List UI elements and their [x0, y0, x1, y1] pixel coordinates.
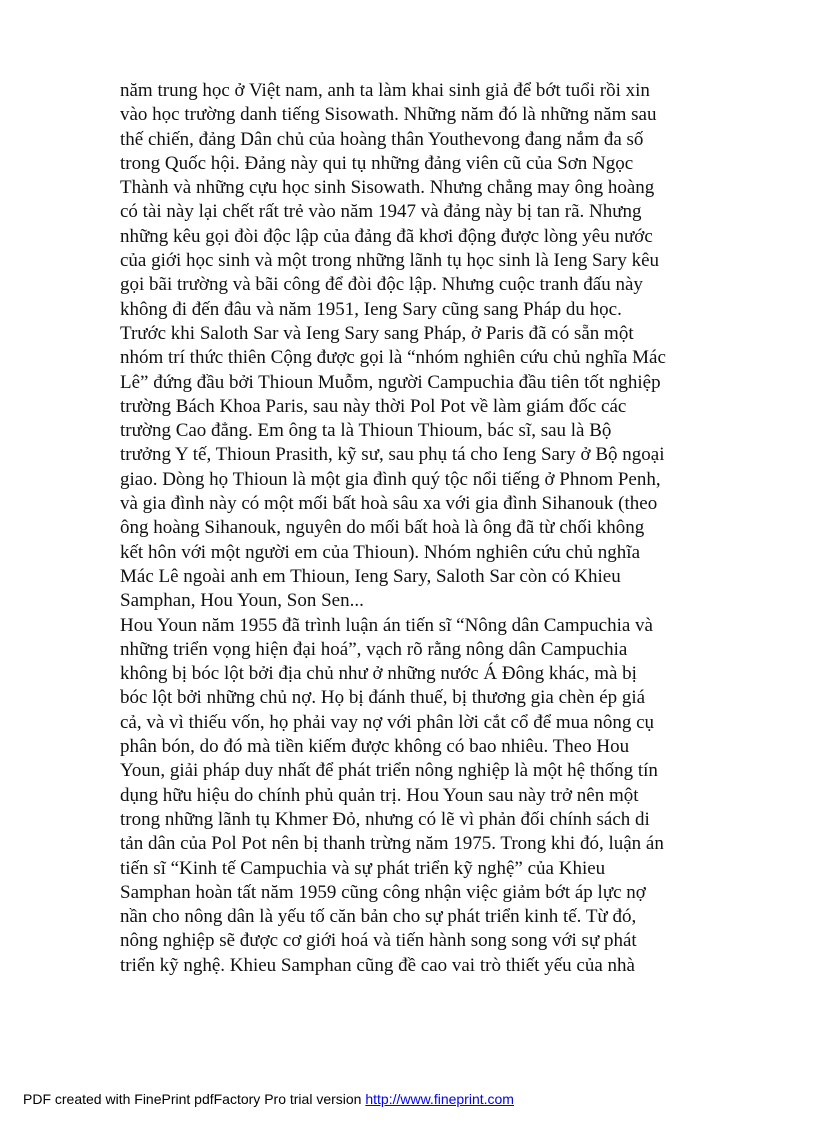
- text-line: và gia đình này có một mối bất hoà sâu xa với gia đình Sihanouk (theo: [120, 493, 658, 515]
- text-line: những kêu gọi đòi độc lập của đảng đã khơi động được lòng yêu nước: [120, 225, 653, 247]
- text-line: trường Cao đẳng. Em ông ta là Thioun Thioum, bác sĩ, sau là Bộ: [120, 420, 612, 442]
- text-line: tản dân của Pol Pot nên bị thanh trừng năm 1975. Trong khi đó, luận án: [120, 833, 664, 855]
- fineprint-link[interactable]: http://www.fineprint.com: [365, 1091, 514, 1107]
- text-line: trong Quốc hội. Đảng này qui tụ những đảng viên cũ của Sơn Ngọc: [120, 152, 634, 174]
- footer-notice: PDF created with FinePrint pdfFactory Pro trial version: [23, 1091, 366, 1107]
- pdf-footer: [23, 1091, 514, 1107]
- text-line: dụng hữu hiệu do chính phủ quản trị. Hou Youn sau này trở nên một: [120, 784, 639, 806]
- text-line: cả, và vì thiếu vốn, họ phải vay nợ với phân lời cắt cổ để mua nông cụ: [120, 711, 655, 733]
- text-line: nhóm trí thức thiên Cộng được gọi là “nhóm nghiên cứu chủ nghĩa Mác: [120, 347, 666, 369]
- text-line: Lê” đứng đầu bởi Thioun Muỗm, người Campuchia đầu tiên tốt nghiệp: [120, 371, 661, 393]
- text-line: nông nghiệp sẽ được cơ giới hoá và tiến hành song song với sự phát: [120, 930, 637, 952]
- text-line: Trước khi Saloth Sar và Ieng Sary sang Pháp, ở Paris đã có sẵn một: [120, 322, 634, 344]
- text-line: Hou Youn năm 1955 đã trình luận án tiến sĩ “Nông dân Campuchia và: [120, 614, 653, 636]
- text-line: nần cho nông dân là yếu tố căn bản cho sự phát triển kinh tế. Từ đó,: [120, 906, 637, 928]
- text-line: năm trung học ở Việt nam, anh ta làm khai sinh giả để bớt tuổi rồi xin: [120, 80, 650, 101]
- text-line: vào học trường danh tiếng Sisowath. Những năm đó là những năm sau: [120, 104, 657, 126]
- text-line: thế chiến, đảng Dân chủ của hoàng thân Youthevong đang nắm đa số: [120, 128, 644, 150]
- text-line: Samphan hoàn tất năm 1959 cũng công nhận việc giảm bớt áp lực nợ: [120, 881, 646, 903]
- text-line: Thành và những cựu học sinh Sisowath. Nhưng chẳng may ông hoàng: [120, 177, 655, 199]
- text-line: triển kỹ nghệ. Khieu Samphan cũng đề cao vai trò thiết yếu của nhà: [120, 954, 635, 976]
- text-line: trưởng Y tế, Thioun Prasith, kỹ sư, sau phụ tá cho Ieng Sary ở Bộ ngoại: [120, 444, 665, 466]
- text-line: kết hôn với một người em của Thioun). Nhóm nghiên cứu chủ nghĩa: [120, 541, 641, 563]
- text-line: không đi đến đâu và năm 1951, Ieng Sary cũng sang Pháp du học.: [120, 298, 622, 320]
- text-line: Samphan, Hou Youn, Son Sen...: [120, 590, 364, 612]
- body-text: [120, 79, 720, 978]
- text-line: Mác Lê ngoài anh em Thioun, Ieng Sary, Saloth Sar còn có Khieu: [120, 565, 621, 587]
- text-line: gọi bãi trường và bãi công để đòi độc lập. Nhưng cuộc tranh đấu này: [120, 274, 643, 296]
- text-line: không bị bóc lột bởi địa chủ như ở những nước Á Đông khác, mà bị: [120, 663, 637, 685]
- text-line: bóc lột bởi những chủ nợ. Họ bị đánh thuế, bị thương gia chèn ép giá: [120, 687, 646, 709]
- text-line: những triển vọng hiện đại hoá”, vạch rõ rằng nông dân Campuchia: [120, 638, 628, 660]
- text-line: của giới học sinh và một trong những lãnh tụ học sinh là Ieng Sary kêu: [120, 250, 660, 272]
- text-line: ông hoàng Sihanouk, nguyên do mối bất hoà là ông đã từ chối không: [120, 517, 645, 539]
- text-line: tiến sĩ “Kinh tế Campuchia và sự phát triển kỹ nghệ” của Khieu: [120, 857, 606, 879]
- text-line: trường Bách Khoa Paris, sau này thời Pol Pot về làm giám đốc các: [120, 395, 627, 417]
- text-line: phân bón, do đó mà tiền kiếm được không có bao nhiêu. Theo Hou: [120, 736, 630, 758]
- text-line: có tài này lại chết rất trẻ vào năm 1947 và đảng này bị tan rã. Nhưng: [120, 201, 642, 223]
- text-line: Youn, giải pháp duy nhất để phát triển nông nghiệp là một hệ thống tín: [120, 760, 658, 782]
- text-line: giao. Dòng họ Thioun là một gia đình quý tộc nổi tiếng ở Phnom Penh,: [120, 468, 661, 490]
- text-line: trong những lãnh tụ Khmer Đỏ, nhưng có lẽ vì phản đối chính sách di: [120, 808, 650, 830]
